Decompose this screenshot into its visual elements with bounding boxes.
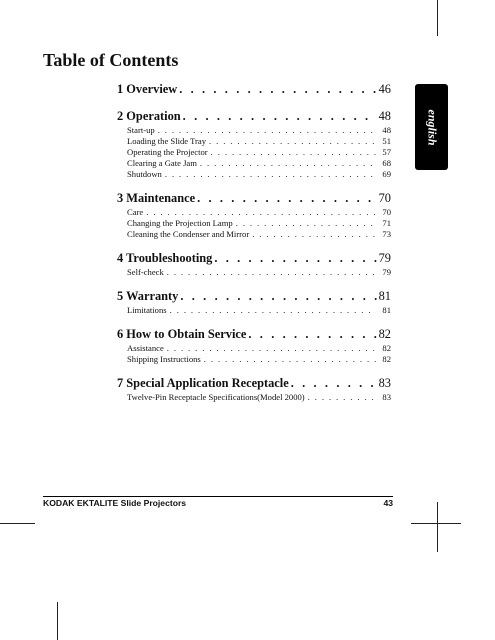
- table-of-contents: [117, 81, 391, 413]
- toc-leader-dots: [209, 136, 376, 147]
- page-footer: [43, 498, 393, 508]
- toc-leader-dots: [167, 343, 376, 354]
- toc-subentry[interactable]: [117, 207, 391, 218]
- toc-chapter-title: 2 Operation: [117, 109, 181, 123]
- toc-subentry-page: 69: [382, 169, 391, 179]
- toc-leader-dots: [308, 392, 376, 403]
- toc-leader-dots: [214, 250, 376, 267]
- toc-subentry-page: 81: [382, 305, 391, 315]
- toc-chapter-entry[interactable]: [117, 326, 391, 343]
- toc-subentry[interactable]: [117, 392, 391, 403]
- toc-chapter-title: 3 Maintenance: [117, 191, 196, 205]
- toc-subentry-page: 48: [382, 125, 391, 135]
- toc-subentry-title: Shipping Instructions: [127, 354, 201, 364]
- toc-chapter-page: 48: [378, 109, 391, 123]
- toc-section: [117, 190, 391, 240]
- toc-subentry[interactable]: [117, 354, 391, 365]
- toc-chapter-page: 82: [378, 327, 391, 341]
- toc-subentry-title: Start-up: [127, 125, 155, 135]
- toc-subentry[interactable]: [117, 158, 391, 169]
- toc-subentry[interactable]: [117, 229, 391, 240]
- toc-leader-dots: [167, 267, 376, 278]
- toc-subentry-page: 57: [382, 147, 391, 157]
- toc-section: [117, 108, 391, 180]
- toc-subentry-title: Changing the Projection Lamp: [127, 218, 233, 228]
- toc-leader-dots: [146, 207, 376, 218]
- toc-chapter-entry[interactable]: [117, 81, 391, 98]
- toc-subentry-title: Self-check: [127, 267, 164, 277]
- toc-section: [117, 375, 391, 403]
- page-title: Table of Contents: [43, 50, 179, 70]
- toc-subentry[interactable]: [117, 267, 391, 278]
- toc-chapter-page: 70: [378, 191, 391, 205]
- toc-subentry-page: 79: [382, 267, 391, 277]
- crop-mark-bottom-right-horizontal: [411, 523, 461, 524]
- toc-chapter-title: 4 Troubleshooting: [117, 251, 213, 265]
- toc-subentry[interactable]: [117, 125, 391, 136]
- toc-section: [117, 81, 391, 98]
- toc-subentry-page: 82: [382, 343, 391, 353]
- language-side-tab: [415, 84, 448, 170]
- footer-document-title: KODAK EKTALITE Slide Projectors: [43, 498, 187, 508]
- footer-page-number: 43: [383, 498, 393, 508]
- toc-subentry-title: Twelve-Pin Receptacle Specifications(Model 2000): [127, 392, 305, 402]
- toc-subentry[interactable]: [117, 147, 391, 158]
- toc-subentry-title: Clearing a Gate Jam: [127, 158, 197, 168]
- toc-chapter-page: 83: [378, 376, 391, 390]
- toc-subentry-title: Operating the Projector: [127, 147, 208, 157]
- toc-leader-dots: [170, 305, 376, 316]
- toc-section: [117, 288, 391, 316]
- toc-leader-dots: [179, 81, 376, 98]
- crop-mark-bottom-center-vertical: [57, 602, 58, 640]
- toc-subentry-page: 68: [382, 158, 391, 168]
- toc-subentry-title: Cleaning the Condenser and Mirror: [127, 229, 250, 239]
- toc-leader-dots: [252, 229, 376, 240]
- toc-chapter-title: 5 Warranty: [117, 289, 179, 303]
- toc-subentry-title: Assistance: [127, 343, 164, 353]
- toc-leader-dots: [183, 108, 377, 125]
- toc-leader-dots: [158, 125, 376, 136]
- toc-subentry[interactable]: [117, 305, 391, 316]
- toc-chapter-entry[interactable]: [117, 288, 391, 305]
- toc-subentry-title: Care: [127, 207, 144, 217]
- toc-leader-dots: [197, 190, 376, 207]
- toc-subentry-page: 51: [382, 136, 391, 146]
- toc-chapter-entry[interactable]: [117, 375, 391, 392]
- toc-subentry-page: 70: [382, 207, 391, 217]
- toc-leader-dots: [291, 375, 377, 392]
- footer-rule: [43, 496, 393, 497]
- toc-leader-dots: [248, 326, 376, 343]
- toc-subentry[interactable]: [117, 136, 391, 147]
- toc-leader-dots: [180, 288, 376, 305]
- toc-chapter-entry[interactable]: [117, 108, 391, 125]
- toc-leader-dots: [211, 147, 376, 158]
- toc-subentry-page: 73: [382, 229, 391, 239]
- toc-chapter-title: 1 Overview: [117, 82, 178, 96]
- toc-chapter-page: 79: [378, 251, 391, 265]
- toc-subentry-page: 71: [382, 218, 391, 228]
- toc-section: [117, 250, 391, 278]
- side-tab-label: english: [425, 108, 440, 146]
- toc-leader-dots: [165, 169, 376, 180]
- toc-chapter-entry[interactable]: [117, 190, 391, 207]
- toc-leader-dots: [200, 158, 376, 169]
- toc-leader-dots: [236, 218, 376, 229]
- crop-mark-top-vertical: [437, 0, 438, 36]
- toc-subentry[interactable]: [117, 343, 391, 354]
- toc-subentry[interactable]: [117, 169, 391, 180]
- toc-chapter-title: 6 How to Obtain Service: [117, 327, 247, 341]
- toc-subentry-title: Limitations: [127, 305, 167, 315]
- crop-mark-bottom-left-horizontal: [0, 523, 35, 524]
- toc-chapter-title: 7 Special Application Receptacle: [117, 376, 289, 390]
- crop-mark-bottom-right-vertical: [437, 502, 438, 552]
- toc-subentry[interactable]: [117, 218, 391, 229]
- toc-chapter-page: 46: [378, 82, 391, 96]
- toc-subentry-page: 82: [382, 354, 391, 364]
- toc-chapter-page: 81: [378, 289, 391, 303]
- toc-subentry-title: Shutdown: [127, 169, 162, 179]
- toc-section: [117, 326, 391, 365]
- toc-subentry-page: 83: [382, 392, 391, 402]
- toc-leader-dots: [204, 354, 376, 365]
- toc-subentry-title: Loading the Slide Tray: [127, 136, 207, 146]
- toc-chapter-entry[interactable]: [117, 250, 391, 267]
